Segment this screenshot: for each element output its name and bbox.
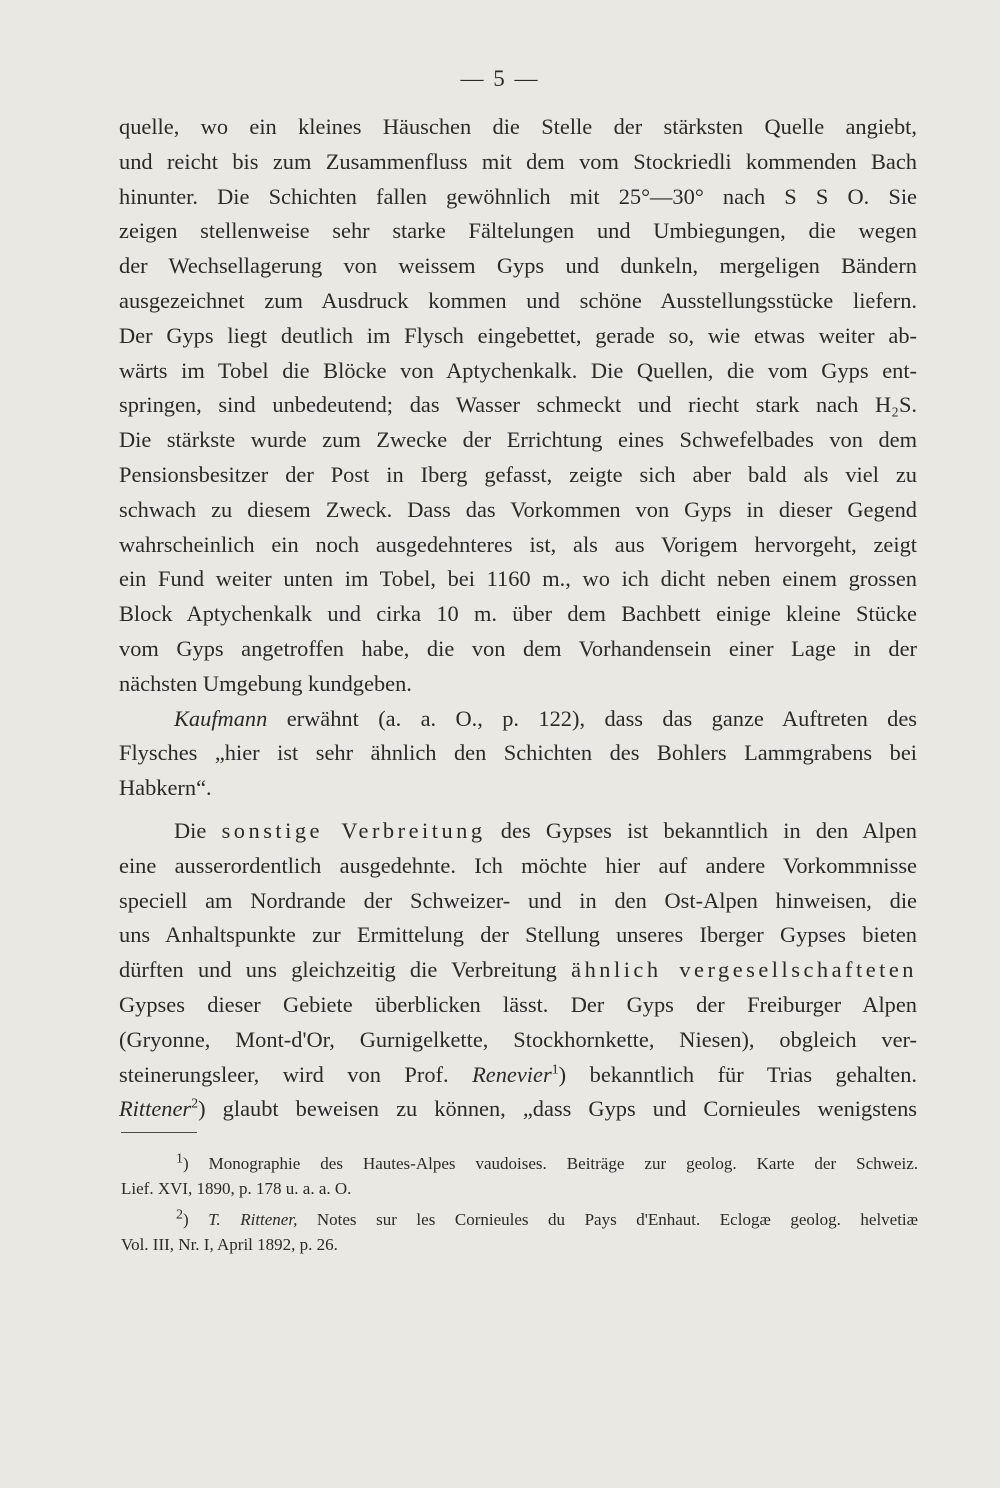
paragraph-3-line: uns Anhaltspunkte zur Ermittelung der Stellung unseres Iberger Gypses bieten — [119, 922, 917, 948]
footnote-marker: 2 — [176, 1207, 183, 1223]
footnote-marker: 1 — [176, 1151, 183, 1167]
author-name: Rittener — [119, 1096, 192, 1122]
footnote-1: $^1$) Monographie des Hautes-Alpes vaudoises. Beiträge zur geolog. Karte der Schweiz. — [176, 1151, 918, 1173]
footnotes — [121, 1151, 918, 1257]
footnote-1-continued: Lief. XVI, 1890, p. 178 u. a. a. O. — [121, 1179, 352, 1198]
text-line: ein Fund weiter unten im Tobel, bei 1160 m., wo ich dicht neben einem grossen — [119, 566, 917, 592]
paragraph-3-line: eine ausserordentlich ausgedehnte. Ich möchte hier auf andere Vorkommnisse — [119, 852, 917, 878]
paragraph-2-line: Flysches „hier ist sehr ähnlich den Schichten des Bohlers Lammgrabens bei — [119, 740, 917, 766]
page-number: — 5 — — [460, 66, 540, 91]
author-name: Renevier — [472, 1061, 552, 1087]
text-line: Die stärkste wurde zum Zwecke der Errichtung eines Schwefelbades von dem — [119, 427, 917, 453]
footnote-ref[interactable]: 1 — [551, 1062, 559, 1078]
text-line: der Wechsellagerung von weissem Gyps und dunkeln, mergeligen Bändern — [119, 253, 917, 279]
footnote-2-continued: Vol. III, Nr. I, April 1892, p. 26. — [121, 1235, 338, 1254]
text-line: ausgezeichnet zum Ausdruck kommen und schöne Ausstellungsstücke liefern. — [119, 287, 917, 313]
text-line: wahrscheinlich ein noch ausgedehnteres ist, als aus Vorigem hervorgeht, zeigt — [119, 531, 917, 557]
text-line: hinunter. Die Schichten fallen gewöhnlich mit 25°—30° nach S S O. Sie — [119, 183, 917, 209]
footnote-ref[interactable]: 2 — [191, 1096, 199, 1112]
footnote-divider — [121, 1132, 197, 1133]
text-line: vom Gyps angetroffen habe, die von dem Vorhandensein einer Lage in der — [119, 635, 917, 661]
text-line: und reicht bis zum Zusammenfluss mit dem vom Stockriedli kommenden Bach — [119, 148, 917, 174]
paragraph-2-line: Kaufmann erwähnt (a. a. O., p. 122), dass das ganze Auftreten des — [174, 705, 917, 731]
author-name: T. Rittener, — [208, 1210, 298, 1229]
text-line: springen, sind unbedeutend; das Wasser schmeckt und riecht stark nach H₂S. — [119, 392, 917, 418]
text-line: wärts im Tobel die Blöcke von Aptychenkalk. Die Quellen, die vom Gyps ent- — [119, 357, 917, 383]
body-text — [119, 110, 917, 1127]
text-line: quelle, wo ein kleines Häuschen die Stelle der stärksten Quelle angiebt, — [119, 114, 917, 139]
paragraph-3-line: Rittener$^2$) glaubt beweisen zu können, „dass Gyps und Cornieules wenigstens — [119, 1096, 917, 1122]
paragraph-2-line: Habkern“. — [119, 775, 212, 801]
emphasized-text: ähnlich vergesellschafteten — [571, 957, 917, 983]
text-line: Block Aptychenkalk und cirka 10 m. über dem Bachbett einige kleine Stücke — [119, 601, 917, 627]
author-name: Kaufmann — [174, 705, 268, 731]
paragraph-3-line: (Gryonne, Mont-d'Or, Gurnigelkette, Stockhornkette, Niesen), obgleich ver- — [119, 1026, 917, 1052]
text-line: Der Gyps liegt deutlich im Flysch eingebettet, gerade so, wie etwas weiter ab- — [119, 322, 917, 348]
text-line: Pensionsbesitzer der Post in Iberg gefasst, zeigte sich aber bald als viel zu — [119, 461, 917, 487]
text-line: schwach zu diesem Zweck. Dass das Vorkommen von Gyps in dieser Gegend — [119, 496, 917, 522]
footnote-2: $^2$) T. Rittener, Notes sur les Cornieules du Pays d'Enhaut. Eclogæ geolog. helvetiæ — [176, 1207, 918, 1229]
text-line: nächsten Umgebung kundgeben. — [119, 670, 412, 696]
emphasized-text: sonstige Verbreitung — [221, 817, 486, 843]
paragraph-3-line: Gypses dieser Gebiete überblicken lässt. Der Gyps der Freiburger Alpen — [119, 991, 917, 1017]
paragraph-3-line: Die sonstige Verbreitung des Gypses ist bekanntlich in den Alpen — [174, 817, 917, 843]
paragraph-3-line: steinerungsleer, wird von Prof. Renevier$^1$) bekanntlich für Trias gehalten. — [119, 1061, 917, 1087]
text-line: zeigen stellenweise sehr starke Fältelungen und Umbiegungen, die wegen — [119, 218, 917, 244]
paragraph-3-line: speciell am Nordrande der Schweizer- und in den Ost-Alpen hinweisen, die — [119, 887, 917, 913]
paragraph-3-line: dürften und uns gleichzeitig die Verbreitung ähnlich vergesellschafteten — [119, 957, 917, 983]
